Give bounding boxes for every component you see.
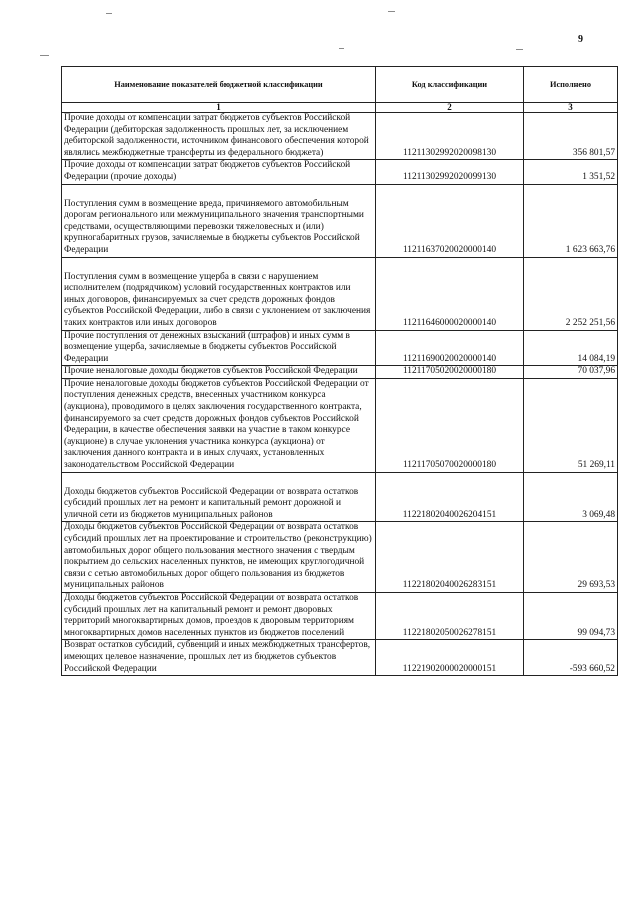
table-header-row <box>62 67 618 103</box>
classification-code: 11211646000020000140 <box>376 257 524 330</box>
indicator-name: Возврат остатков субсидий, субвенций и иных межбюджетных трансфертов, имеющих целевое назначение, прошлых лет из бюджетов субъектов Российской Федерации <box>62 640 376 676</box>
scan-speck <box>40 55 49 56</box>
executed-amount: 51 269,11 <box>524 378 618 472</box>
table-row <box>62 378 618 472</box>
indicator-name: Прочие поступления от денежных взысканий (штрафов) и иных сумм в возмещение ущерба, зачисляемые в бюджеты субъектов Российской Федерации <box>62 330 376 366</box>
classification-code: 11211705070020000180 <box>376 378 524 472</box>
classification-code: 11211705020020000180 <box>376 366 524 379</box>
table-row <box>62 113 618 160</box>
executed-amount: 3 069,48 <box>524 472 618 522</box>
indicator-name: Доходы бюджетов субъектов Российской Федерации от возврата остатков субсидий прошлых лет на ремонт и капитальный ремонт дорожной и уличной сети из бюджетов муниципальных районов <box>62 472 376 522</box>
indicator-name: Прочие неналоговые доходы бюджетов субъектов Российской Федерации <box>62 366 376 379</box>
classification-code: 11221802040026283151 <box>376 522 524 593</box>
indicator-name: Прочие доходы от компенсации затрат бюджетов субъектов Российской Федерации (прочие доходы) <box>62 160 376 184</box>
indicator-name: Поступления сумм в возмещение вреда, причиняемого автомобильным дорогам регионального или межмуниципального значения транспортными средствами, осуществляющими перевозки тяжеловесных и (или) крупногабаритных грузов, зачисляемые в бюджеты субъектов Российской Федерации <box>62 184 376 257</box>
executed-amount: -593 660,52 <box>524 640 618 676</box>
executed-amount: 99 094,73 <box>524 592 618 639</box>
classification-code: 11211637020020000140 <box>376 184 524 257</box>
executed-amount: 70 037,96 <box>524 366 618 379</box>
column-number: 3 <box>524 103 618 113</box>
indicator-name: Поступления сумм в возмещение ущерба в связи с нарушением исполнителем (подрядчиком) условий государственных контрактов или иных договоров, финансируемых за счет средств дорожных фондов субъектов Российской Федерации, либо в связи с уклонением от заключения таких контрактов или иных договоров <box>62 257 376 330</box>
classification-code: 11211302992020098130 <box>376 113 524 160</box>
classification-code: 11211690020020000140 <box>376 330 524 366</box>
indicator-name: Прочие неналоговые доходы бюджетов субъектов Российской Федерации от поступления денежных средств, внесенных участником конкурса (аукциона), проводимого в целях заключения государственного контракта, финансируемого за счет средств дорожных фондов субъектов Российской Федерации, в качестве обеспечения заявки на участие в таком конкурсе (аукционе) в случае уклонения участника конкурса (аукциона) от заключения данного контракта и в иных случаях, установленных законодательством Российской Федерации <box>62 378 376 472</box>
indicator-name: Доходы бюджетов субъектов Российской Федерации от возврата остатков субсидий прошлых лет на капитальный ремонт и ремонт дворовых территорий многоквартирных домов, проездов к дворовым территориям многоквартирных домов населенных пунктов из бюджетов поселений <box>62 592 376 639</box>
header-classification-code: Код классификации <box>376 67 524 103</box>
column-number: 2 <box>376 103 524 113</box>
executed-amount: 356 801,57 <box>524 113 618 160</box>
page-number: 9 <box>578 34 583 45</box>
table-row <box>62 366 618 379</box>
table-row <box>62 522 618 593</box>
table-row <box>62 472 618 522</box>
column-number-row <box>62 103 618 113</box>
scan-speck <box>516 49 523 50</box>
table-row <box>62 184 618 257</box>
column-number: 1 <box>62 103 376 113</box>
scan-speck <box>339 48 344 49</box>
budget-classification-table <box>61 66 618 676</box>
table-row <box>62 330 618 366</box>
executed-amount: 1 351,52 <box>524 160 618 184</box>
executed-amount: 2 252 251,56 <box>524 257 618 330</box>
classification-code: 11221902000020000151 <box>376 640 524 676</box>
table-row <box>62 592 618 639</box>
header-indicator-name: Наименование показателей бюджетной классификации <box>62 67 376 103</box>
indicator-name: Доходы бюджетов субъектов Российской Федерации от возврата остатков субсидий прошлых лет на проектирование и строительство (реконструкцию) автомобильных дорог общего пользования местного значения с твердым покрытием до сельских населенных пунктов, не имеющих круглогодичной связи с сетью автомобильных дорог общего пользования из бюджетов муниципальных районов <box>62 522 376 593</box>
scan-speck <box>106 13 112 14</box>
table-row <box>62 257 618 330</box>
classification-code: 11211302992020099130 <box>376 160 524 184</box>
scan-speck <box>388 11 395 12</box>
executed-amount: 29 693,53 <box>524 522 618 593</box>
header-executed: Исполнено <box>524 67 618 103</box>
classification-code: 11221802050026278151 <box>376 592 524 639</box>
executed-amount: 1 623 663,76 <box>524 184 618 257</box>
table-row <box>62 160 618 184</box>
classification-code: 11221802040026204151 <box>376 472 524 522</box>
indicator-name: Прочие доходы от компенсации затрат бюджетов субъектов Российской Федерации (дебиторская задолженность прошлых лет, за исключением дебиторской задолженности, источником финансового обеспечения которой являлись межбюджетные трансферты из федерального бюджета) <box>62 113 376 160</box>
executed-amount: 14 084,19 <box>524 330 618 366</box>
table-row <box>62 640 618 676</box>
